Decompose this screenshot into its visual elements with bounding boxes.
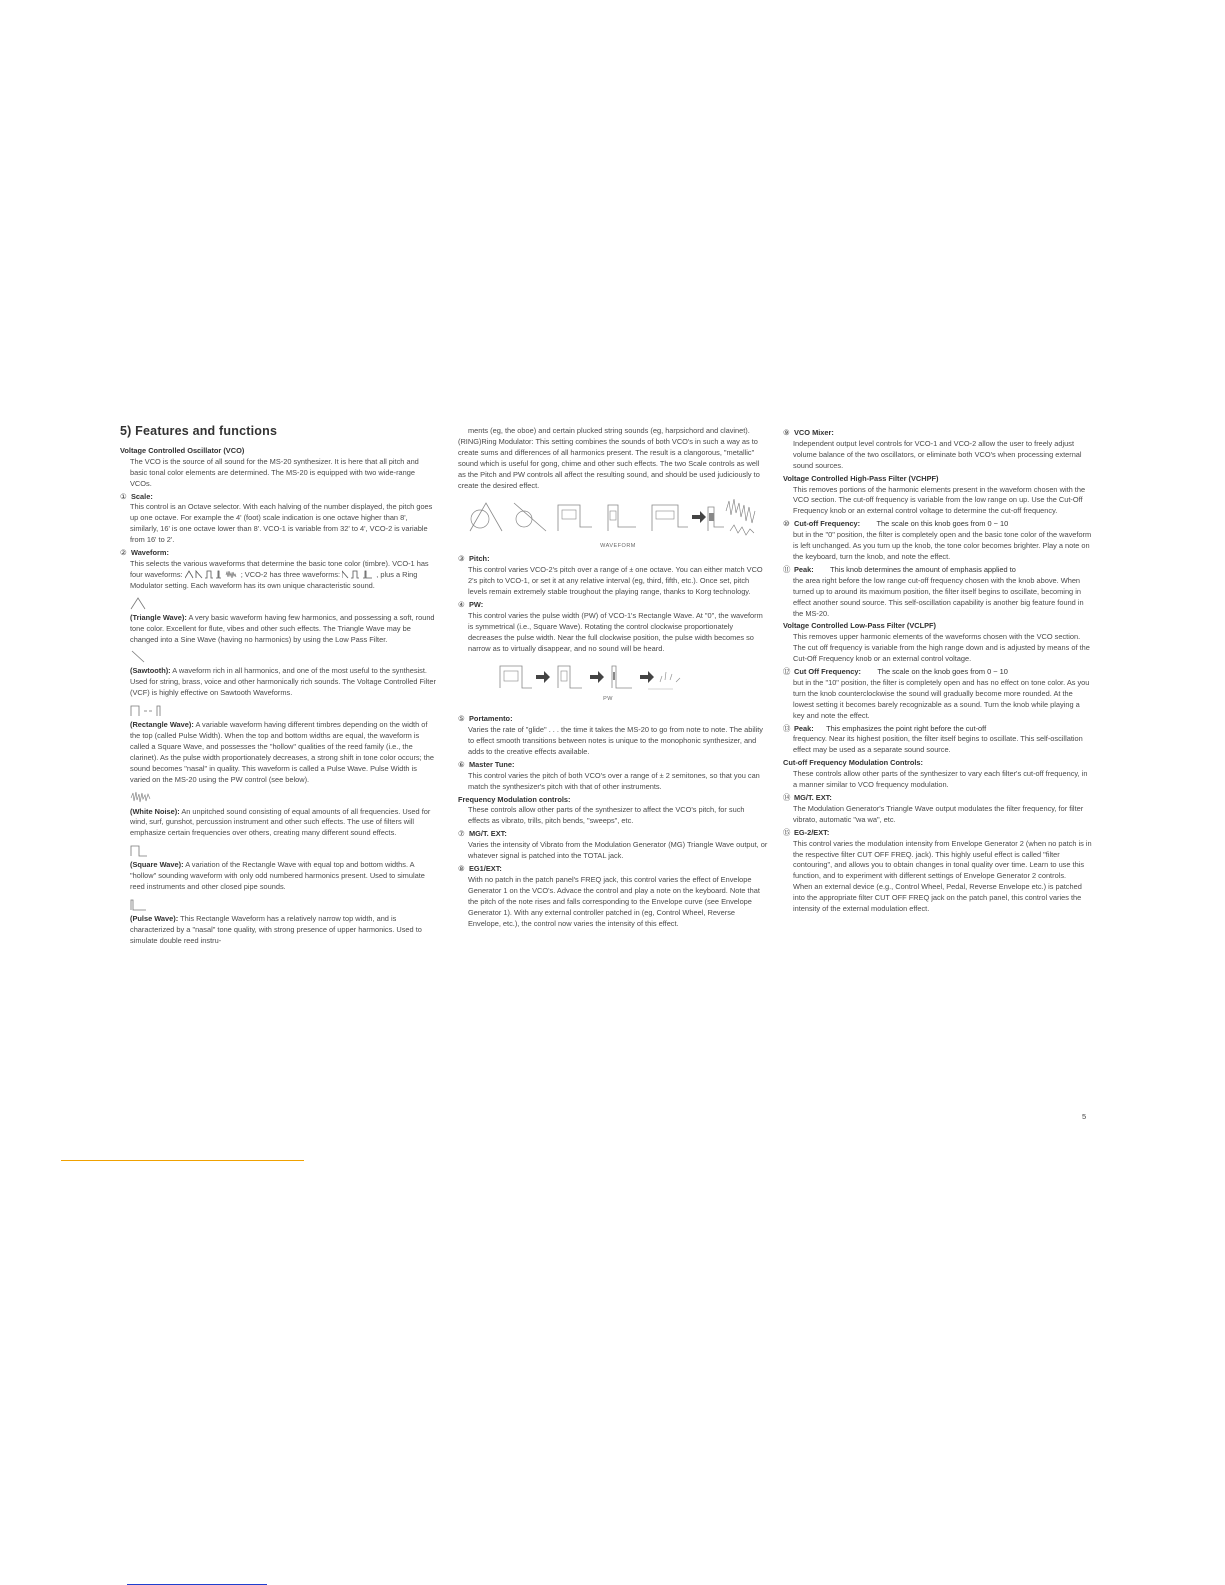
vco-mixer-text: Independent output level controls for VCO-1 and VCO-2 allow the user to freely adjust volume balance of the two oscillators, or eliminate both VCO's when processing external sound sources. <box>793 438 1082 470</box>
eg2-ext-number: ⑮ <box>783 827 791 837</box>
square-wave-description: A variation of the Rectangle Wave with equal top and bottom widths. A "hollow" sounding waveform with only odd numbered harmonics present. Used to simulate reed instruments and other closed pipe sounds. <box>130 860 425 892</box>
waveform-text-b: ; VCO-2 has three waveforms: <box>240 569 341 579</box>
column-2 <box>458 426 768 929</box>
vco-mixer-heading-label: VCO Mixer: <box>794 428 834 437</box>
mg-t-ext-text: Varies the intensity of Vibrato from the Modulation Generator (MG) Triangle Wave output, or whatever signal is patched into the TOTAL jack. <box>468 840 768 861</box>
portamento-heading <box>458 714 768 725</box>
ring-modulator-text: (RING)Ring Modulator: This setting combines the sounds of both VCO's in such a way as to create sums and differences of all harmonics present. The result is a clangorous, "metallic" sound which is useful for gong, chime and other such effects. The two Scale controls as well as the Pitch and PW controls all affect the resulting sound, and should be used judiciously to create the desired effect. <box>458 436 760 490</box>
hpf-cutoff-text: but in the "0" position, the filter is completely open and the basic tone color of the waveform is left unchanged. As you turn up the knob, the tone color becomes brighter. Play a note on the keyboard, turn the knob, and note the effect. <box>793 530 1092 561</box>
lpf-cutoff-text-a: The scale on the knob goes from 0 ~ 10 <box>877 667 1008 677</box>
waveform-text <box>120 559 436 592</box>
vchpf-text: This removes portions of the harmonic elements present in the waveform chosen with the VCO section. The cut-off frequency is variable from the low range on up. Use the Cut-Off Frequency knob or an external control voltage to determine the cut-off frequency. <box>793 484 1086 516</box>
pitch-heading-label: Pitch: <box>469 554 490 564</box>
lpf-cutoff-text: but in the "10" position, the filter is completely open and has no effect on tone color. As you turn the knob counterclockwise the sound will gradually become more rounded. At the lowest setting it becomes barely recognizable as a sound. Turn the knob while playing a key and note the effect. <box>793 677 1090 720</box>
hpf-cutoff-heading <box>783 519 1093 530</box>
filter-mg-t-ext-number: ⑭ <box>783 793 791 802</box>
triangle-wave-text <box>120 613 436 646</box>
waveform-text-c: , plus a Ring Modulator setting. Each waveform has its own unique characteristic sound. <box>130 569 418 590</box>
cutoff-modulation-text: These controls allow other parts of the synthesizer to vary each filter's cut-off frequency, in a manner similar to VCO frequency modulation. <box>793 769 1088 790</box>
eg2-ext-text: This control varies the modulation intensity from Envelope Generator 2 (when no patch is in the respective filter CUT OFF FREQ. jack). This highly useful effect is called "filter contouring", and allows you to obtain changes in tonal quality over time. Learn to use this function, and to experiment with different settings of Envelope Generator 2 controls. <box>793 838 1092 881</box>
lpf-peak-text-a: This emphasizes the point right before the cut-off <box>826 723 987 733</box>
eg2-ext-heading-label: EG-2/EXT: <box>794 827 830 837</box>
scale-number: ① <box>120 491 127 501</box>
pitch-number: ③ <box>458 554 465 564</box>
vclpf-heading: Voltage Controlled Low-Pass Filter (VCLPF) <box>783 621 937 631</box>
page-title: 5) Features and functions <box>120 424 278 438</box>
master-tune-number: ⑥ <box>458 759 465 769</box>
white-noise-icon <box>130 790 436 805</box>
master-tune-heading <box>458 760 768 771</box>
scale-heading <box>120 492 436 503</box>
rectangle-wave-description: A variable waveform having different timbres depending on the width of the top (called Pulse Width). When the top and bottom widths are equal, the waveform is called a Square Wave, and possesses the "hollow" qualities of the reed family (i.e., the clarinet). As the pulse width proportionately decreases, a strong shift in tone color occurs; the sound becomes "nasal" in quality. This waveform is called a Pulse Wave. Pulse Width is varied on the MS-20 using the PW control (see below). <box>130 720 434 784</box>
triangle-wave-icon <box>130 596 436 611</box>
eg2-ext-heading <box>783 828 1093 839</box>
white-noise-label: (White Noise): <box>130 806 180 816</box>
rectangle-wave-text <box>120 720 436 785</box>
vco2-waveforms-icon <box>342 570 374 579</box>
eg1-ext-text: With no patch in the patch panel's FREQ jack, this control varies the effect of Envelope Generator 1 on the VCO's. Advace the control and play a note on the keyboard. Note that the pitch of the note rises and falls corresponding to the Envelope curve (see Envelope Generator 1). With any external controller patched in (eg, Control Wheel, Reverse Envelope, etc.), the control now varies the intensity of this effect. <box>468 874 760 928</box>
eg1-ext-heading <box>458 864 768 875</box>
cutoff-modulation-heading: Cut-off Frequency Modulation Controls: <box>783 758 923 768</box>
portamento-heading-label: Portamento: <box>469 714 513 724</box>
hpf-cutoff-heading-label: Cut-off Frequency: <box>794 519 861 529</box>
hpf-peak-heading-label: Peak: <box>794 564 814 574</box>
lpf-cutoff-heading-label: Cut Off Frequency: <box>794 667 861 677</box>
lpf-peak-heading <box>783 724 1093 735</box>
vco-mixer-heading <box>783 428 1093 439</box>
rectangle-wave-label: (Rectangle Wave): <box>130 720 194 730</box>
eg1-ext-heading-label: EG1/EXT: <box>469 864 502 873</box>
mg-t-ext-heading <box>458 829 768 840</box>
vco1-waveforms-icon <box>185 570 239 579</box>
filter-mg-t-ext-text: The Modulation Generator's Triangle Wave output modulates the filter frequency, for filter vibrato, automatic "wa wa", etc. <box>793 803 1084 824</box>
hpf-peak-text-a: This knob determines the amount of emphasis applied to <box>830 564 1016 574</box>
vco-heading: Voltage Controlled Oscillator (VCO) <box>120 445 245 455</box>
square-wave-text <box>120 860 436 893</box>
master-tune-text: This control varies the pitch of both VCO's over a range of ± 2 semitones, so that you can match the synthesizer's pitch with that of other instruments. <box>468 770 760 791</box>
hpf-peak-text: the area right before the low range cut-off frequency chosen with the knob above. When turned up to around its maximum position, the filter itself begins to oscillate, becoming in effect another sound source. This self-oscillation capability is another big feature found in the MS-20. <box>793 575 1084 618</box>
scale-heading-label: Scale: <box>131 491 153 501</box>
sawtooth-wave-icon <box>130 649 436 664</box>
vchpf-heading: Voltage Controlled High-Pass Filter (VCHPF) <box>783 473 939 483</box>
master-tune-heading-label: Master Tune: <box>469 759 515 769</box>
pitch-text: This control varies VCO-2's pitch over a range of ± one octave. You can either match VCO 2's pitch to VCO-1, or set it at any relative interval (eg, third, fifth, etc.). Once set, pitch levels remain extremely stable troughout the playing range, thanks to Korg technology. <box>468 565 763 596</box>
pw-heading-label: PW: <box>469 599 484 609</box>
portamento-text: Varies the rate of "glide" . . . the time it takes the MS-20 to go from note to note. The ability to effect smooth transitions between notes is unique to the monophonic synthesizer, and adds to the creative effects available. <box>468 725 764 756</box>
mg-t-ext-heading-label: MG/T. EXT: <box>469 829 507 839</box>
lpf-peak-text: frequency. Near its highest position, the filter itself begins to oscillate. This self-oscillation effect may be used as a separate sound source. <box>793 734 1083 755</box>
waveform-heading <box>120 548 436 559</box>
lpf-peak-number: ⑬ <box>783 723 791 733</box>
waveform-diagram <box>468 497 768 552</box>
page-number: 5 <box>1082 1112 1087 1121</box>
pulse-wave-description: This Rectangle Waveform has a relatively narrow top width, and is characterized by a "nasal" tone quality, with strong presence of upper harmonics. Used to simulate double reed instru- <box>130 914 422 945</box>
column-1 <box>120 426 436 947</box>
triangle-wave-label: (Triangle Wave): <box>130 612 187 622</box>
pw-number: ④ <box>458 599 465 609</box>
waveform-selector-diagram-icon <box>468 497 758 537</box>
hpf-peak-heading <box>783 565 1093 576</box>
lpf-cutoff-heading <box>783 667 1093 678</box>
hpf-peak-number: ⑪ <box>783 564 791 574</box>
sawtooth-wave-label: (Sawtooth): <box>130 666 171 676</box>
pulse-wave-icon <box>130 897 436 912</box>
frequency-modulation-heading: Frequency Modulation controls: <box>458 794 571 804</box>
portamento-number: ⑤ <box>458 714 465 724</box>
vco-text: The VCO is the source of all sound for the MS-20 synthesizer. It is here that all pitch and basic tonal color elements are determined. The MS-20 is equipped with two wide-range VCOs. <box>130 456 419 488</box>
white-noise-text <box>120 807 436 840</box>
waveform-number: ② <box>120 548 127 558</box>
sawtooth-wave-text <box>120 666 436 699</box>
frequency-modulation-text: These controls allow other parts of the synthesizer to affect the VCO's pitch, for such effects as vibrato, trills, pitch bends, "sweeps", etc. <box>468 805 745 826</box>
vco-mixer-number: ⑨ <box>783 428 790 437</box>
pulse-wave-label: (Pulse Wave): <box>130 914 179 923</box>
pulse-width-diagram-icon <box>498 660 718 690</box>
column-3 <box>783 426 1093 915</box>
scale-text: This control is an Octave selector. With each halving of the number displayed, the pitch goes up one octave. For example the 4' (foot) scale indication is one octave higher than 8', similarly, 16' is one octave lower than 8'. VCO-1 is variable from 32' to 4', VCO-2 is variable from 16' to 2'. <box>130 502 433 545</box>
square-wave-icon <box>130 843 436 858</box>
waveform-text-a: This selects the various waveforms that determine the basic tone color (timbre). VCO-1 has four waveforms: <box>130 558 429 579</box>
white-noise-description: An unpitched sound consisting of equal amounts of all frequencies. Used for wind, surf, gunshot, percussion instrument and other such effects. The use of filters will emphasize certain frequencies over others, creating many different sound effects. <box>130 806 431 838</box>
filter-mg-t-ext-heading <box>783 793 1093 804</box>
orange-divider <box>61 1160 304 1161</box>
triangle-wave-description: A very basic waveform having few harmonics, and possessing a soft, round tone color. Excellent for flute, vibes and other such effects. The Triangle Wave may be changed into a Sine Wave (having no harmonics) by using the Low Pass Filter. <box>130 612 435 644</box>
pw-caption: PW <box>603 696 613 703</box>
vclpf-text: This removes upper harmonic elements of the waveforms chosen with the VCO section. The cut off frequency is variable from the high range down and is adjusted by means of the Cut-Off Frequency knob or an external control voltage. <box>793 632 1090 664</box>
waveform-heading-label: Waveform: <box>131 548 169 558</box>
pulse-wave-continued-text: ments (eg, the oboe) and certain plucked string sounds (eg, harpsichord and clavinet). <box>468 426 750 435</box>
pw-heading <box>458 600 768 611</box>
pulse-wave-text <box>120 914 436 947</box>
lpf-cutoff-number: ⑫ <box>783 667 791 677</box>
pitch-heading <box>458 554 768 565</box>
eg1-ext-number: ⑧ <box>458 864 465 873</box>
mg-t-ext-number: ⑦ <box>458 829 465 839</box>
sawtooth-wave-description: A waveform rich in all harmonics, and one of the most useful to the synthesist. Used for string, brass, voice and other harmonically rich sounds. The Voltage Controlled Filter (VCF) is highly effective on Sawtooth Waveforms. <box>130 666 436 698</box>
pw-diagram <box>498 660 768 705</box>
square-wave-label: (Square Wave): <box>130 860 184 870</box>
filter-mg-t-ext-heading-label: MG/T. EXT: <box>794 793 832 802</box>
pw-text: This control varies the pulse width (PW) of VCO-1's Rectangle Wave. At "0", the waveform is symmetrical (i.e., Square Wave). Rotating the control clockwise proportionately decreases the pulse width. Near the full clockwise position, the pulse width becomes so narrow as to virtually disappear, and no sound will be heard. <box>468 610 763 653</box>
lpf-peak-heading-label: Peak: <box>794 723 814 733</box>
hpf-cutoff-text-a: The scale on this knob goes from 0 ~ 10 <box>876 519 1009 529</box>
waveform-caption: WAVEFORM <box>600 543 636 550</box>
rectangle-wave-icon <box>130 703 436 718</box>
eg2-ext-text-2: When an external device (e.g., Control Wheel, Pedal, Reverse Envelope etc.) is patched into the appropriate filter CUT OFF FREQ jack on the patch panel, this control varies the intensity of the external modulation effect. <box>793 882 1082 914</box>
hpf-cutoff-number: ⑩ <box>783 519 790 529</box>
